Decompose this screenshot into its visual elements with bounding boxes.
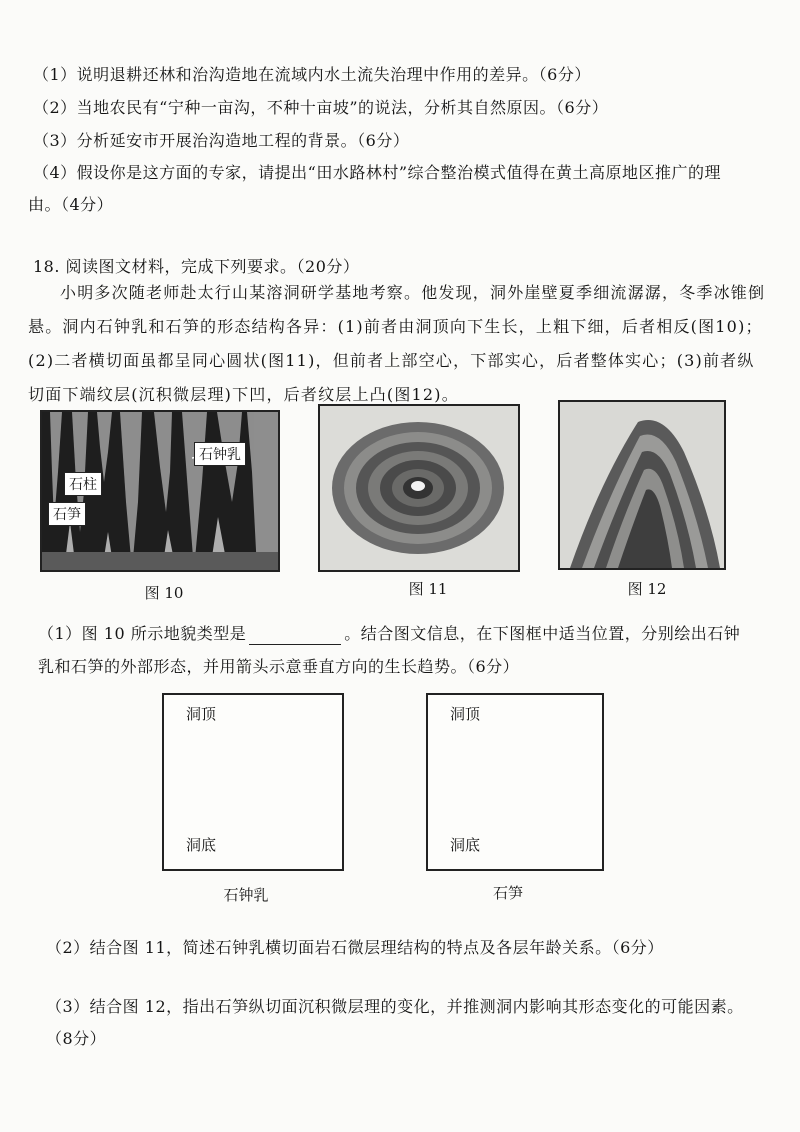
- drawing-box-stalagmite[interactable]: [426, 693, 604, 871]
- drawing-box-stalactite[interactable]: [162, 693, 344, 871]
- box-label-stalagmite: 石笋: [492, 884, 523, 902]
- fig10-tag-stalactite: 石钟乳: [194, 442, 246, 466]
- q18-sub1-before: （1）图 10 所示地貌类型是: [38, 624, 247, 643]
- figure-10-label: 图 10: [144, 584, 184, 602]
- concentric-rings-illustration: [320, 406, 518, 570]
- box-label-stalactite: 石钟乳: [223, 886, 269, 904]
- figure-10-photo: [40, 410, 280, 572]
- box-cave-top-label: 洞顶: [186, 705, 217, 723]
- figure-12-label: 图 12: [627, 580, 667, 598]
- q17-item-3: （3）分析延安市开展治沟造地工程的背景。（6分）: [33, 131, 410, 150]
- q17-item-4-cont: 由。（4分）: [28, 195, 114, 214]
- q17-item-4: （4）假设你是这方面的专家，请提出“田水路林村”综合整治模式值得在黄土高原地区推广的理: [33, 163, 722, 182]
- q18-sub2: （2）结合图 11，简述石钟乳横切面岩石微层理结构的特点及各层年龄关系。（6分）: [46, 938, 664, 957]
- q18-sub1-line1: [38, 623, 740, 645]
- figure-12-longitudinal-section: [558, 400, 726, 570]
- q18-sub3-line1: （3）结合图 12，指出石笋纵切面沉积微层理的变化，并推测洞内影响其形态变化的可能因素。: [46, 997, 744, 1016]
- figure-11-cross-section: [318, 404, 520, 572]
- figure-11-label: 图 11: [408, 580, 448, 598]
- q17-item-2: （2）当地农民有“宁种一亩沟，不种十亩坡”的说法，分析其自然原因。（6分）: [33, 98, 609, 117]
- q18-sub1-line2: 乳和石笋的外部形态，并用箭头示意垂直方向的生长趋势。（6分）: [38, 657, 520, 676]
- q17-item-1: （1）说明退耕还林和治沟造地在流域内水土流失治理中作用的差异。（6分）: [33, 65, 591, 84]
- answer-blank[interactable]: [249, 626, 341, 645]
- stalagmite-layers-illustration: [560, 402, 724, 568]
- q18-sub1-after: 。结合图文信息，在下图框中适当位置，分别绘出石钟: [344, 624, 741, 643]
- box-cave-top-label: 洞顶: [450, 705, 481, 723]
- q18-intro: 小明多次随老师赴太行山某溶洞研学基地考察。他发现，洞外崖壁夏季细流潺潺，冬季冰锥倒悬。洞内石钟乳和石笋的形态结构各异：(1)前者由洞顶向下生长，上粗下细，后者相反(图10)；(2)二者横切面虽都呈同心圆状(图11)，但前者上部空心，下部实心，后者整体实心；(3)前者纵切面下端纹层(沉积微层理)下凹，后者纹层上凸(图12)。: [28, 283, 766, 404]
- q18-title: 18. 阅读图文材料，完成下列要求。（20分）: [33, 257, 360, 276]
- fig10-tag-column: 石柱: [64, 472, 102, 496]
- box-cave-bottom-label: 洞底: [450, 836, 481, 854]
- q18-sub3-line2: （8分）: [46, 1029, 107, 1048]
- box-cave-bottom-label: 洞底: [186, 836, 217, 854]
- fig10-tag-stalagmite: 石笋: [48, 502, 86, 526]
